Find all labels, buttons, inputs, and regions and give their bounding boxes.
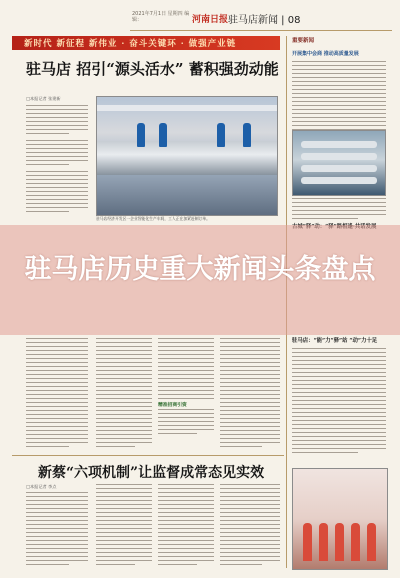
bottom-article-col-4 — [220, 484, 280, 568]
sidebar-label: 重要新闻 — [292, 38, 315, 44]
tanker-photo-icon — [292, 130, 386, 196]
main-article-col-4 — [220, 338, 280, 450]
main-article-left-column — [26, 96, 88, 215]
main-article-col-3 — [158, 338, 214, 437]
sidebar-top — [292, 38, 386, 141]
bottom-headline[interactable]: 新蔡“六项机制”让监督成常态见实效 — [38, 465, 265, 481]
masthead — [130, 8, 392, 31]
main-article-col-1b — [26, 338, 88, 450]
bottom-byline: □本报记者 李点 — [26, 484, 57, 489]
performers-photo-icon — [292, 468, 388, 570]
sidebar-title-1[interactable]: 开展集中会商 推动高质量发展 — [292, 51, 359, 57]
bottom-article-col-3 — [158, 484, 214, 568]
ribbon-text: 新时代 新征程 新伟业 · 奋斗关键环 · 做强产业链 — [24, 39, 237, 49]
bottom-article-col-2 — [96, 484, 152, 568]
masthead-section: 驻马店新闻 | 08 — [228, 15, 301, 26]
topic-ribbon — [12, 36, 280, 50]
main-article-col-2 — [96, 338, 152, 450]
main-headline[interactable]: 驻马店 招引“源头活水” 蓄积强劲动能 — [26, 60, 279, 78]
masthead-logo: 河南日报 — [192, 15, 229, 25]
factory-photo-icon — [96, 96, 278, 216]
sidebar-title-3[interactable]: 驻马店：“能”力“驿”站 “动”力十足 — [292, 338, 378, 344]
overlay-title: 驻马店历史重大新闻头条盘点 — [24, 254, 376, 285]
main-photo-caption: 驻马店经济开发区一企业智能化生产车间，工人正在加紧赶制订单。 — [96, 216, 210, 221]
bottom-divider — [12, 455, 284, 456]
main-byline: □本报记者 张建新 — [26, 96, 61, 101]
main-subhead-2: 精准招商引资 — [158, 401, 187, 408]
sidebar-lower — [292, 338, 386, 456]
bottom-article-col-1 — [26, 484, 88, 568]
masthead-date: 2021年7月1日 星期四 编辑： — [132, 11, 190, 23]
